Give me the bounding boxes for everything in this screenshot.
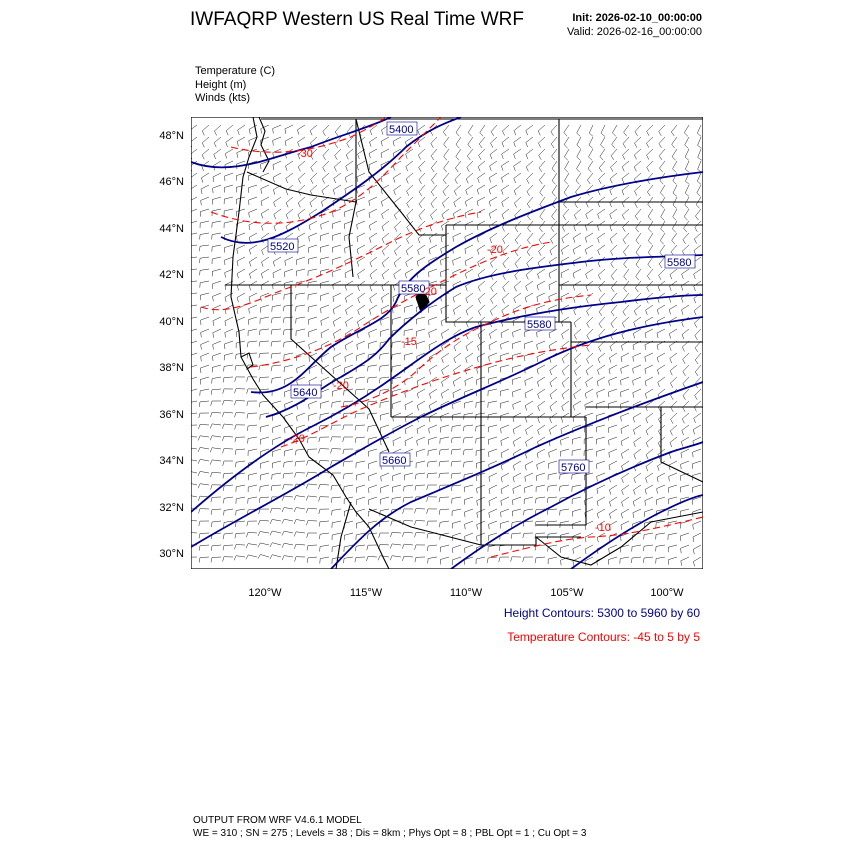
height-label: 5580 (401, 283, 426, 295)
model-info: OUTPUT FROM WRF V4.6.1 MODEL (193, 815, 362, 826)
lon-label: 105°W (550, 587, 584, 599)
lat-label: 30°N (159, 548, 184, 560)
temperature-label: -10 (595, 522, 611, 534)
temperature-label: -20 (289, 433, 305, 445)
temperature-label: -30 (297, 148, 313, 160)
chart-title: IWFAQRP Western US Real Time WRF (190, 9, 524, 30)
lat-label: 32°N (159, 502, 184, 514)
lat-label: 46°N (159, 176, 184, 188)
temperature-label: -20 (421, 286, 437, 298)
field-winds: Winds (kts) (195, 92, 250, 104)
lon-label: 120°W (248, 587, 282, 599)
height-label: 5580 (527, 319, 552, 331)
model-params: WE = 310 ; SN = 275 ; Levels = 38 ; Dis = 8km ; Phys Opt = 8 ; PBL Opt = 1 ; Cu Opt = 3 (193, 828, 587, 839)
lat-label: 44°N (159, 223, 184, 235)
lat-label: 34°N (159, 455, 184, 467)
valid-time: Valid: 2026-02-16_00:00:00 (567, 26, 702, 38)
temperature-label: -20 (487, 244, 503, 256)
lat-label: 40°N (159, 316, 184, 328)
temperature-contours-legend: Temperature Contours: -45 to 5 by 5 (507, 630, 700, 644)
height-label: 5400 (389, 124, 414, 136)
height-label: 5660 (382, 455, 407, 467)
field-height: Height (m) (195, 79, 247, 91)
lat-label: 42°N (159, 269, 184, 281)
lon-label: 110°W (449, 587, 483, 599)
height-label: 5520 (270, 241, 295, 253)
lat-label: 48°N (159, 130, 184, 142)
temperature-label: -15 (401, 336, 417, 348)
weather-map (191, 117, 703, 569)
lat-label: 36°N (159, 409, 184, 421)
map-frame (191, 117, 703, 569)
temperature-label: -20 (333, 380, 349, 392)
height-label: 5760 (561, 462, 586, 474)
init-time: Init: 2026-02-10_00:00:00 (572, 12, 702, 24)
lat-label: 38°N (159, 362, 184, 374)
height-label: 5640 (293, 387, 318, 399)
field-temperature: Temperature (C) (195, 65, 276, 77)
lon-label: 100°W (650, 587, 684, 599)
height-label: 5580 (667, 257, 692, 269)
lon-label: 115°W (349, 587, 383, 599)
height-contours-legend: Height Contours: 5300 to 5960 by 60 (503, 606, 700, 620)
